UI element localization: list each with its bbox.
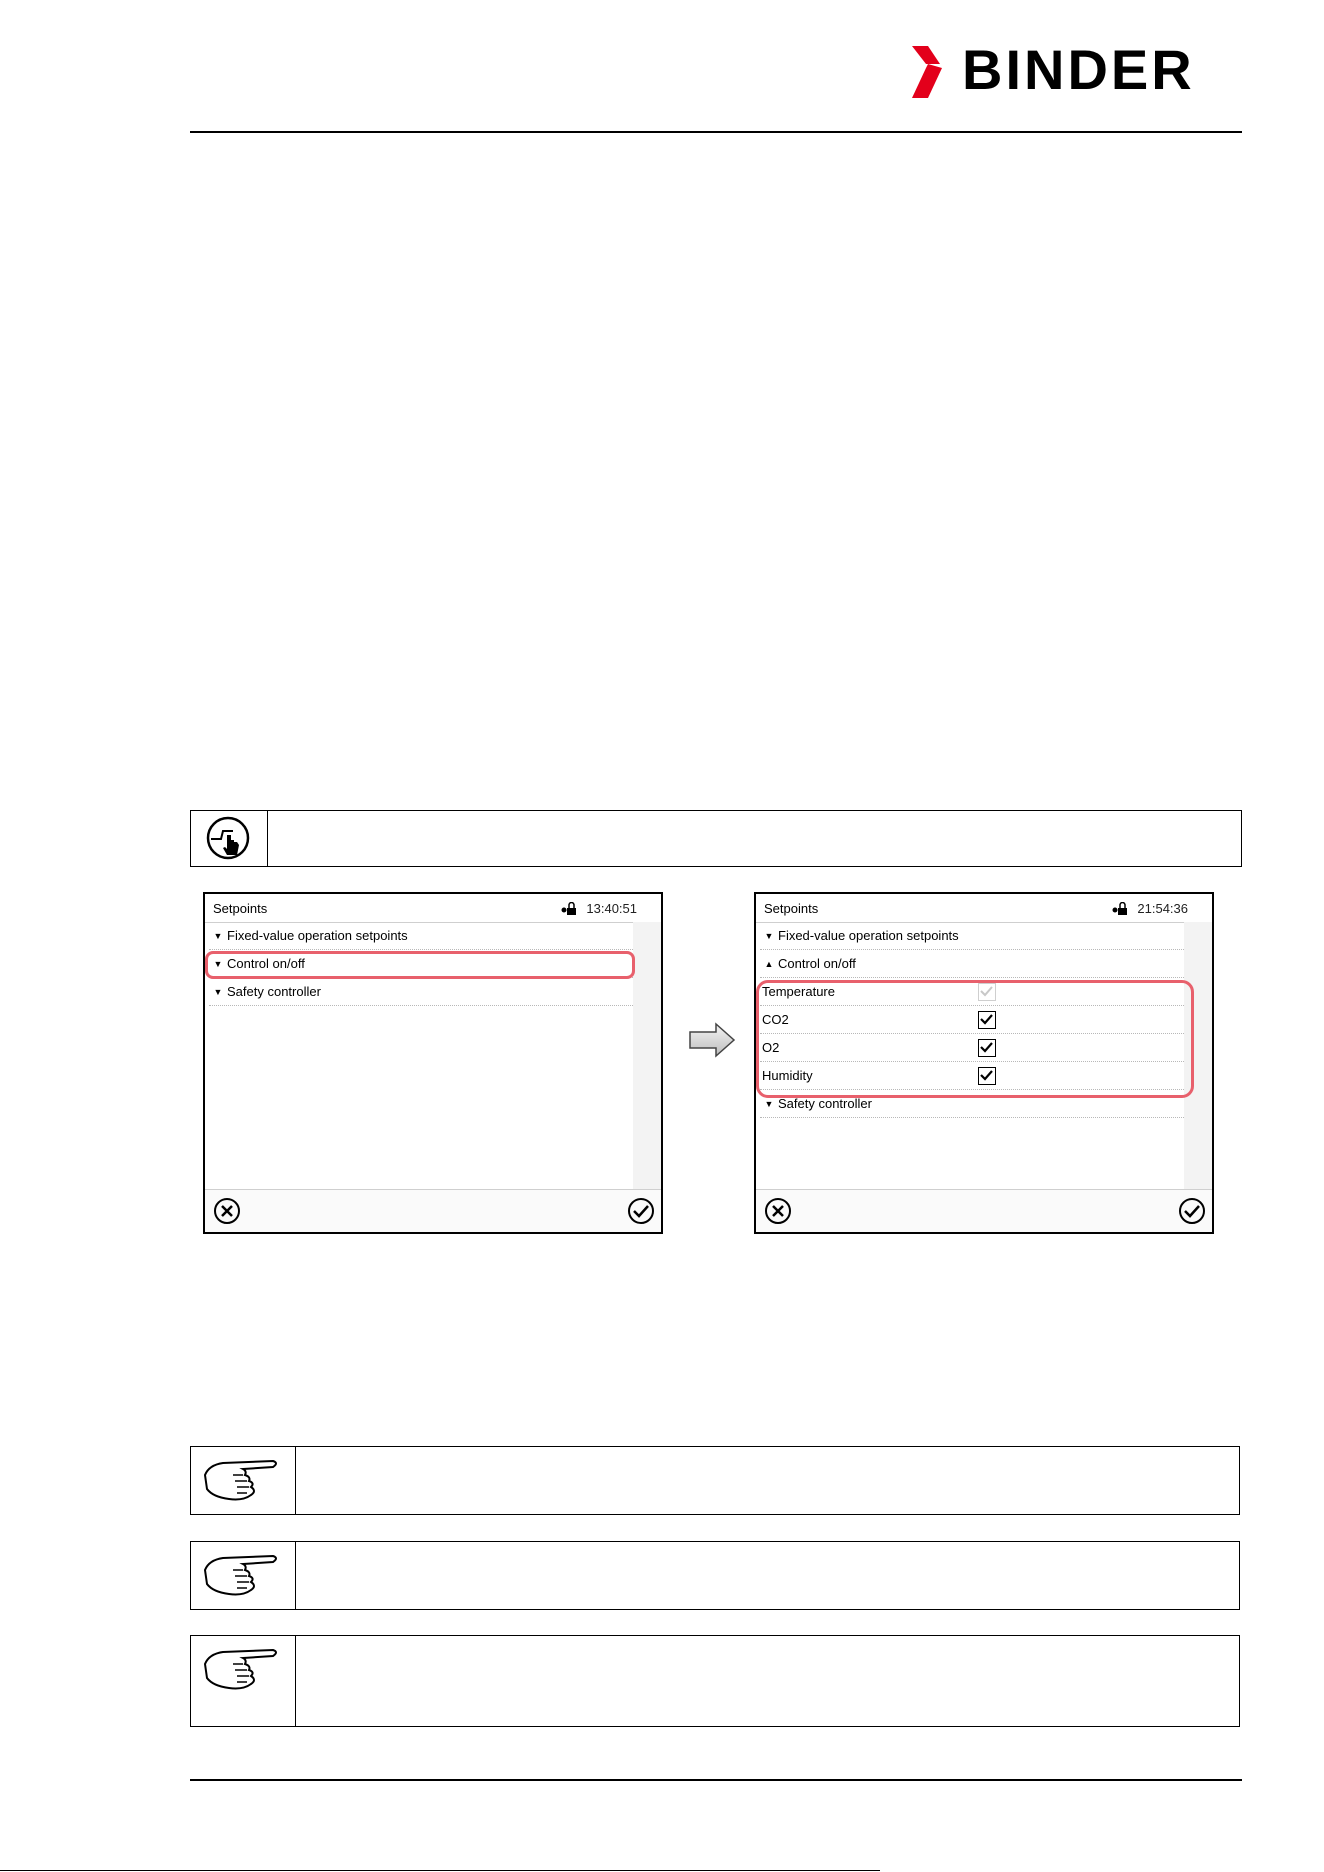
clock: 13:40:51: [586, 901, 637, 916]
screen-title: Setpoints: [764, 901, 819, 916]
binder-logo-icon: [912, 46, 952, 98]
left-screen: [203, 892, 663, 1234]
row-safety-controller[interactable]: ▼ Safety controller: [760, 1090, 1184, 1118]
touch-hand-icon: [191, 811, 267, 866]
highlight-control-on-off: [205, 951, 635, 979]
item-co2: CO2: [760, 1006, 1184, 1034]
title-bar: [756, 894, 1212, 923]
highlight-control-items: [756, 980, 1194, 1098]
row-fixed-value-setpoints[interactable]: ▼ Fixed-value operation setpoints: [760, 922, 1184, 950]
screen-title: Setpoints: [213, 901, 268, 916]
hint-icon-cell: [191, 1542, 296, 1609]
lock-icon: [1112, 902, 1128, 916]
clock: 21:54:36: [1137, 901, 1188, 916]
hint-icon-cell: [191, 1636, 296, 1726]
chevron-down-icon: ▼: [213, 931, 223, 941]
chevron-down-icon: ▼: [764, 1099, 774, 1109]
confirm-button[interactable]: [1178, 1197, 1206, 1225]
hint-box-2: [190, 1541, 1240, 1610]
chevron-up-icon: ▲: [764, 959, 774, 969]
chevron-down-icon: ▼: [764, 931, 774, 941]
pointing-hand-icon: [199, 1451, 283, 1511]
row-safety-controller[interactable]: ▼ Safety controller: [209, 978, 633, 1006]
right-screen: [754, 892, 1214, 1234]
cancel-button[interactable]: [764, 1197, 792, 1225]
confirm-button[interactable]: [627, 1197, 655, 1225]
bottom-rule: [0, 1870, 880, 1871]
brand-name: BINDER: [962, 38, 1195, 101]
title-bar: [205, 894, 661, 923]
hint-box-3: [190, 1635, 1240, 1727]
touch-icon-cell: [191, 811, 268, 866]
item-humidity: Humidity: [760, 1062, 1184, 1090]
hint-icon-cell: [191, 1447, 296, 1514]
item-temperature: Temperature: [760, 978, 1184, 1006]
pointing-hand-icon: [199, 1640, 283, 1700]
lock-icon: [561, 902, 577, 916]
touch-instruction-box: [190, 810, 1242, 867]
screen-footer: [756, 1189, 1212, 1232]
chevron-down-icon: ▼: [213, 987, 223, 997]
binder-logo: [912, 38, 1242, 101]
pointing-hand-icon: [199, 1546, 283, 1606]
footer-rule: [190, 1779, 1242, 1781]
row-control-on-off[interactable]: ▼ Control on/off: [209, 950, 633, 978]
item-o2: O2: [760, 1034, 1184, 1062]
screen-footer: [205, 1189, 661, 1232]
row-control-on-off[interactable]: ▲ Control on/off: [760, 950, 1184, 978]
cancel-button[interactable]: [213, 1197, 241, 1225]
chevron-down-icon: ▼: [213, 959, 223, 969]
right-arrow-icon: [688, 1022, 736, 1058]
hint-box-1: [190, 1446, 1240, 1515]
row-fixed-value-setpoints[interactable]: ▼ Fixed-value operation setpoints: [209, 922, 633, 950]
header-rule: [190, 131, 1242, 133]
scrollbar[interactable]: [633, 922, 661, 1194]
